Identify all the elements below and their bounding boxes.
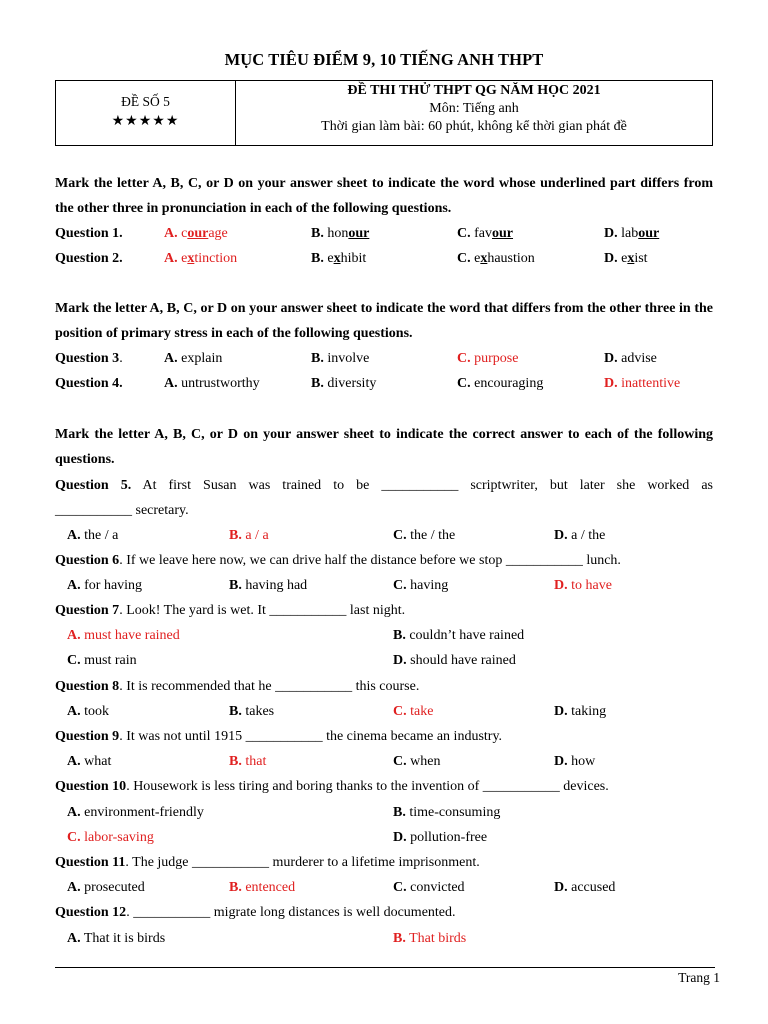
question-8-options xyxy=(55,699,715,724)
question-text: Look! The yard is wet. It ___________ last night. xyxy=(126,603,406,618)
question-6-options xyxy=(55,573,715,598)
question-text: ___________ secretary. xyxy=(55,503,189,518)
instruction-correct-answer: Mark the letter A, B, C, or D on your answer sheet to indicate the correct answer to each of the following questions. xyxy=(55,427,713,467)
option-c[interactable]: C. favour xyxy=(457,226,514,241)
question-10-stem: Question 10. Housework is less tiring and boring thanks to the invention of ___________ devices. xyxy=(55,779,609,794)
option-c[interactable]: C. take xyxy=(393,704,434,719)
option-d[interactable]: D. a / the xyxy=(554,528,606,543)
option-d[interactable]: D. inattentive xyxy=(604,376,681,391)
question-6-stem: Question 6. If we leave here now, we can drive half the distance before we stop ___________ lunch. xyxy=(55,553,621,568)
question-9-stem: Question 9. It was not until 1915 ___________ the cinema became an industry. xyxy=(55,729,503,744)
option-c[interactable]: C. encouraging xyxy=(457,376,544,391)
option-c[interactable]: C. must rain xyxy=(67,653,137,668)
option-c[interactable]: C. the / the xyxy=(393,528,456,543)
question-label: Question 7 xyxy=(55,603,120,618)
option-d[interactable]: D. pollution-free xyxy=(393,830,488,845)
option-c[interactable]: C. convicted xyxy=(393,880,465,895)
option-d[interactable]: D. taking xyxy=(554,704,607,719)
option-a[interactable]: A. prosecuted xyxy=(67,880,145,895)
question-4 xyxy=(55,371,715,396)
option-b[interactable]: B. takes xyxy=(229,704,275,719)
option-b[interactable]: B. entenced xyxy=(229,880,296,895)
option-d[interactable]: D. advise xyxy=(604,351,657,366)
question-7-options-1 xyxy=(55,623,715,648)
footer-divider xyxy=(55,967,715,968)
option-d[interactable]: D. accused xyxy=(554,880,616,895)
question-text: At first Susan was trained to be ___________ scriptwriter, but later she worked as xyxy=(142,478,713,493)
option-b[interactable]: B. diversity xyxy=(311,376,377,391)
option-a[interactable]: A. untrustworthy xyxy=(164,376,260,391)
question-label: Question 10 xyxy=(55,779,127,794)
question-11-options xyxy=(55,875,715,900)
option-b[interactable]: B. that xyxy=(229,754,267,769)
question-10-options-1 xyxy=(55,800,715,825)
question-text: Housework is less tiring and boring thanks to the invention of ___________ devices. xyxy=(133,779,609,794)
exam-time: Thời gian làm bài: 60 phút, không kể thời gian phát đề xyxy=(321,119,627,134)
option-b[interactable]: B. couldn’t have rained xyxy=(393,628,525,643)
exam-name: ĐỀ THI THỬ THPT QG NĂM HỌC 2021 xyxy=(347,83,601,98)
page-number: Trang 1 xyxy=(678,970,720,985)
instruction-stress: Mark the letter A, B, C, or D on your answer sheet to indicate the word that differs from the other three in the position of primary stress in each of the following questions. xyxy=(55,301,713,341)
question-text: It is recommended that he ___________ this course. xyxy=(126,679,420,694)
question-7-stem: Question 7. Look! The yard is wet. It ___________ last night. xyxy=(55,603,406,618)
option-b[interactable]: B. That birds xyxy=(393,931,467,946)
question-12-stem: Question 12. ___________ migrate long distances is well documented. xyxy=(55,905,456,920)
option-a[interactable]: A. for having xyxy=(67,578,143,593)
question-label: Question 3. xyxy=(55,351,123,366)
question-5-stem xyxy=(55,473,713,498)
option-b[interactable]: B. having had xyxy=(229,578,308,593)
option-b[interactable]: B. time-consuming xyxy=(393,805,501,820)
option-a[interactable]: A. courage xyxy=(164,226,228,241)
option-d[interactable]: D. how xyxy=(554,754,596,769)
question-label: Question 9 xyxy=(55,729,120,744)
option-b[interactable]: B. a / a xyxy=(229,528,269,543)
option-a[interactable]: A. extinction xyxy=(164,251,238,266)
question-text: If we leave here now, we can drive half the distance before we stop ___________ lunch. xyxy=(126,553,621,568)
question-5-options xyxy=(55,523,715,548)
question-text: The judge ___________ murderer to a lifetime imprisonment. xyxy=(132,855,480,870)
option-a[interactable]: A. That it is birds xyxy=(67,931,166,946)
instruction-pronunciation: Mark the letter A, B, C, or D on your answer sheet to indicate the word whose underlined part differs from the other three in pronunciation in each of the following questions. xyxy=(55,176,713,216)
question-7-options-2 xyxy=(55,648,715,673)
question-10-options-2 xyxy=(55,825,715,850)
option-c[interactable]: C. purpose xyxy=(457,351,519,366)
exam-code: ĐỀ SỐ 5 xyxy=(121,94,170,109)
question-12-options xyxy=(55,926,715,951)
option-d[interactable]: D. exist xyxy=(604,251,648,266)
option-c[interactable]: C. when xyxy=(393,754,441,769)
question-text: migrate long distances is well documented. xyxy=(213,905,456,920)
option-a[interactable]: A. explain xyxy=(164,351,223,366)
option-a[interactable]: A. the / a xyxy=(67,528,119,543)
question-label: Question 12 xyxy=(55,905,127,920)
option-a[interactable]: A. environment-friendly xyxy=(67,805,204,820)
option-c[interactable]: C. having xyxy=(393,578,449,593)
question-label: Question 1. xyxy=(55,226,123,241)
exam-subject: Môn: Tiếng anh xyxy=(429,101,519,116)
option-c[interactable]: C. labor-saving xyxy=(67,830,154,845)
question-5-stem-cont xyxy=(55,498,713,523)
option-a[interactable]: A. took xyxy=(67,704,110,719)
option-d[interactable]: D. should have rained xyxy=(393,653,516,668)
question-label: Question 2. xyxy=(55,251,123,266)
question-text: It was not until 1915 ___________ the cinema became an industry. xyxy=(126,729,503,744)
question-label: Question 5. xyxy=(55,478,132,493)
option-a[interactable]: A. must have rained xyxy=(67,628,180,643)
question-1 xyxy=(55,221,715,246)
option-a[interactable]: A. what xyxy=(67,754,112,769)
question-3 xyxy=(55,346,715,371)
option-b[interactable]: B. exhibit xyxy=(311,251,367,266)
difficulty-stars: ★★★★★ xyxy=(111,113,180,129)
exam-header-table xyxy=(55,80,713,146)
option-b[interactable]: B. involve xyxy=(311,351,370,366)
question-blank: ___________ xyxy=(133,905,211,920)
question-9-options xyxy=(55,749,715,774)
option-d[interactable]: D. labour xyxy=(604,226,660,241)
exam-code-cell xyxy=(56,81,236,145)
question-11-stem: Question 11. The judge ___________ murderer to a lifetime imprisonment. xyxy=(55,855,480,870)
option-d[interactable]: D. to have xyxy=(554,578,612,593)
exam-info-cell xyxy=(236,81,712,145)
question-label: Question 8 xyxy=(55,679,120,694)
option-b[interactable]: B. honour xyxy=(311,226,370,241)
question-label: Question 11 xyxy=(55,855,126,870)
question-8-stem: Question 8. It is recommended that he ___________ this course. xyxy=(55,679,420,694)
question-label: Question 4. xyxy=(55,376,123,391)
question-2 xyxy=(55,246,715,271)
question-label: Question 6 xyxy=(55,553,120,568)
page-title: MỤC TIÊU ĐIỂM 9, 10 TIẾNG ANH THPT xyxy=(224,50,544,69)
option-c[interactable]: C. exhaustion xyxy=(457,251,535,266)
